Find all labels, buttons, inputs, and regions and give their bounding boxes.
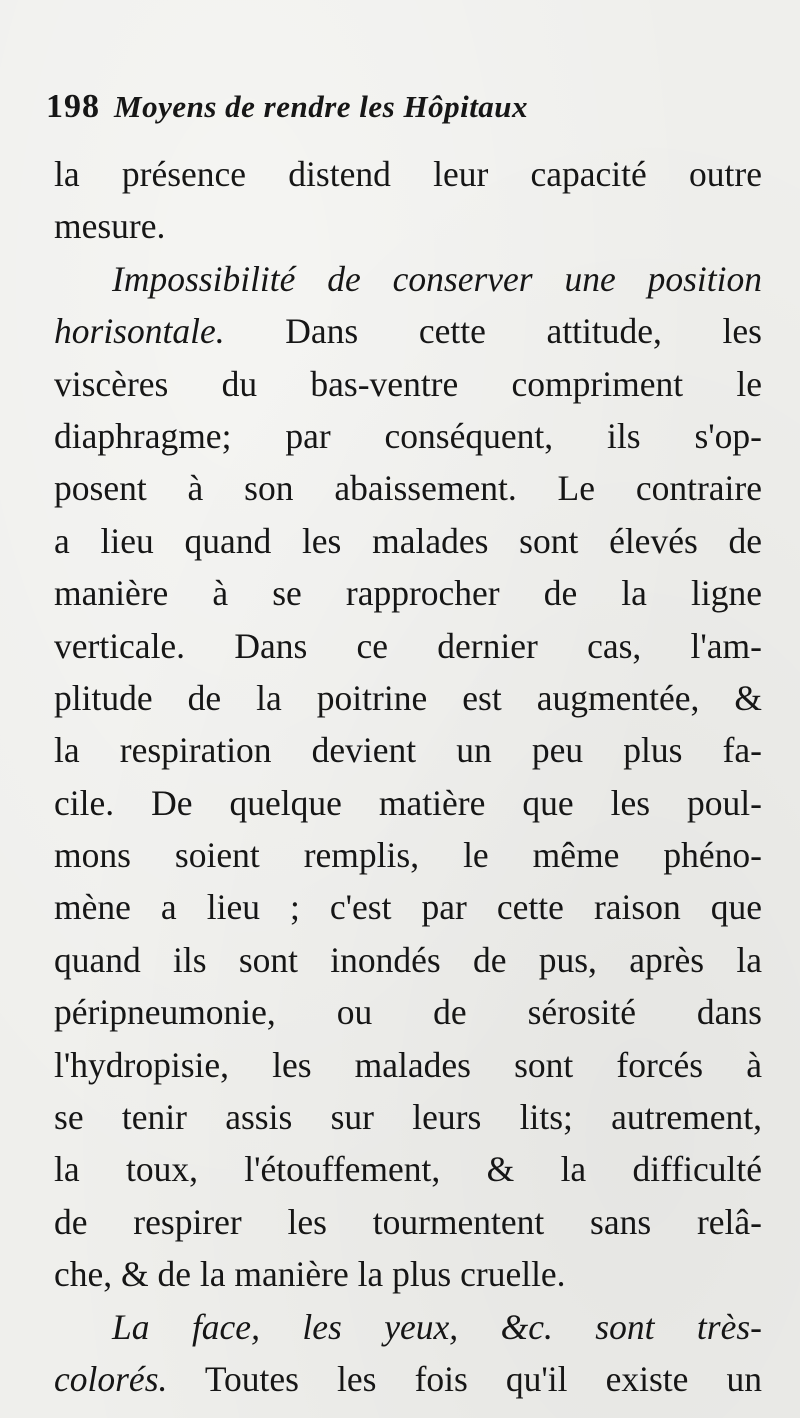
- text-line: [54, 567, 762, 619]
- text-segment: Dans cette attitude, les: [224, 311, 762, 352]
- running-title: Moyens de rendre les Hôpitaux: [114, 89, 529, 124]
- text-segment: se tenir assis sur leurs lits; autrement,: [54, 1097, 762, 1138]
- text-line: [54, 515, 762, 567]
- text-segment: la toux, l'étouffement, & la difficulté: [54, 1149, 762, 1190]
- text-segment: mesure.: [54, 206, 166, 247]
- text-line: [54, 777, 762, 829]
- text-line: [54, 1248, 762, 1300]
- text-segment: la respiration devient un peu plus fa-: [54, 730, 762, 771]
- text-line: [54, 1353, 762, 1405]
- text-line: [54, 1091, 762, 1143]
- text-segment: péripneumonie, ou de sérosité dans: [54, 992, 762, 1033]
- text-segment: la présence distend leur capacité outre: [54, 154, 762, 194]
- text-segment: a lieu quand les malades sont élevés de: [54, 520, 762, 561]
- text-line: [54, 829, 762, 881]
- text-line: [54, 620, 762, 672]
- body-text: [54, 148, 762, 1405]
- page-header: [46, 88, 746, 140]
- italic-text-segment: La face, les yeux, &c. sont très-: [112, 1306, 762, 1347]
- text-line: [54, 1301, 762, 1353]
- text-segment: viscères du bas-ventre compriment le: [54, 363, 762, 404]
- text-line: [54, 462, 762, 514]
- text-segment: mène a lieu ; c'est par cette raison que: [54, 887, 762, 928]
- text-segment: verticale. Dans ce dernier cas, l'am-: [54, 625, 762, 666]
- text-segment: diaphragme; par conséquent, ils s'op-: [54, 415, 762, 456]
- text-segment: mons soient remplis, le même phéno-: [54, 835, 762, 876]
- text-line: [54, 724, 762, 776]
- text-segment: che, & de la manière la plus cruelle.: [54, 1254, 566, 1295]
- text-segment: plitude de la poitrine est augmentée, &: [54, 677, 762, 718]
- text-line: [54, 358, 762, 410]
- text-line: [54, 305, 762, 357]
- text-segment: posent à son abaissement. Le contraire: [54, 468, 762, 509]
- italic-text-segment: Impossibilité de conserver une position: [112, 258, 762, 299]
- text-line: [54, 934, 762, 986]
- text-segment: manière à se rapprocher de la ligne: [54, 573, 762, 614]
- page-number: 198: [46, 88, 100, 125]
- text-line: [54, 1143, 762, 1195]
- text-line: [54, 881, 762, 933]
- text-line: [54, 148, 762, 200]
- text-line: [54, 1039, 762, 1091]
- text-line: [54, 1196, 762, 1248]
- italic-text-segment: horisontale.: [54, 311, 225, 352]
- text-line: [54, 410, 762, 462]
- text-segment: l'hydropisie, les malades sont forcés à: [54, 1044, 762, 1085]
- text-segment: quand ils sont inondés de pus, après la: [54, 939, 762, 980]
- italic-text-segment: colorés.: [54, 1358, 168, 1399]
- text-line: [54, 986, 762, 1038]
- text-segment: de respirer les tourmentent sans relâ-: [54, 1201, 762, 1242]
- text-line: [54, 200, 762, 252]
- text-segment: Toutes les fois qu'il existe un: [167, 1358, 762, 1399]
- text-segment: cile. De quelque matière que les poul-: [54, 782, 762, 823]
- text-line: [54, 253, 762, 305]
- text-line: [54, 672, 762, 724]
